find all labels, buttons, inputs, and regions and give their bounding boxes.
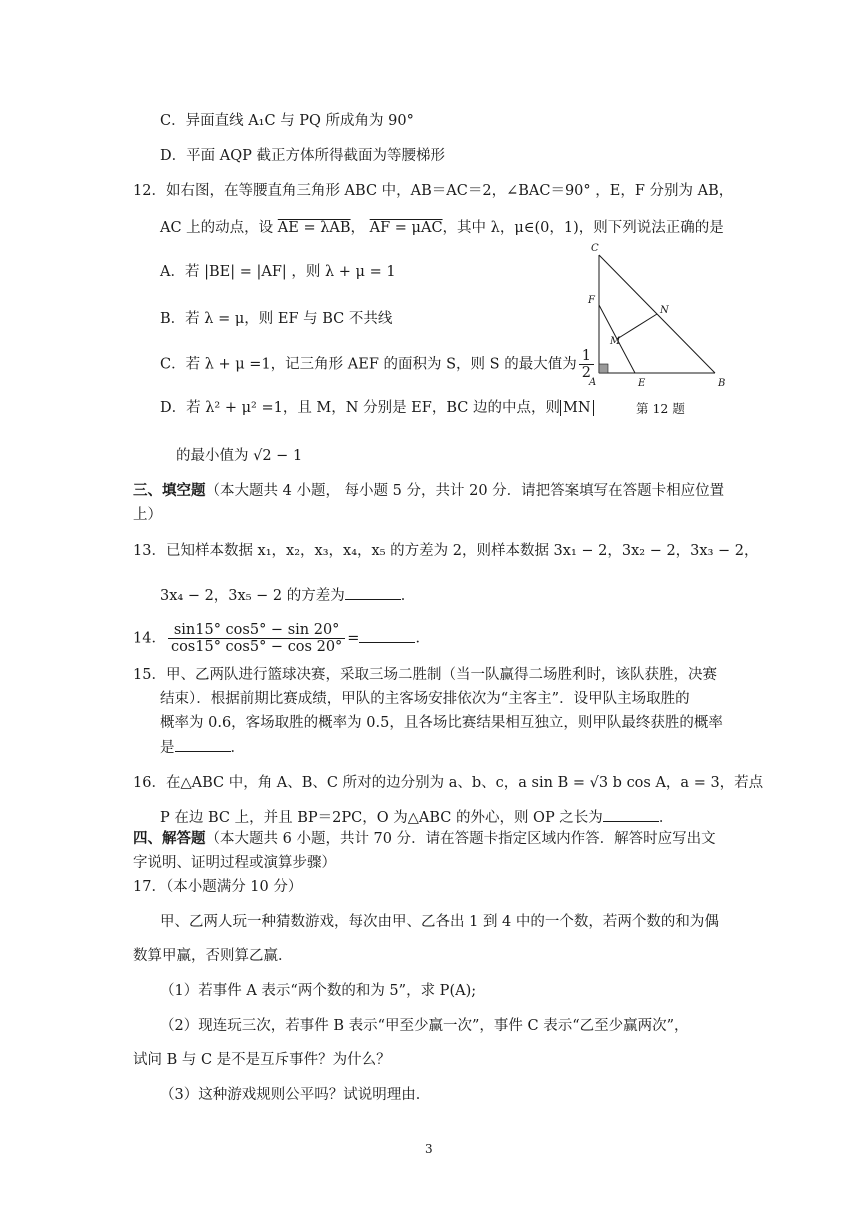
q14-equals: = xyxy=(347,630,360,647)
q12-option-d-text: D．若 λ² + μ² =1，且 M，N 分别是 EF，BC 边的中点，则 xyxy=(160,400,560,416)
section3-description-cont: 上） xyxy=(133,507,162,523)
q12-param-range: λ，μ∈(0，1) xyxy=(490,220,579,236)
q12-option-a xyxy=(160,262,396,282)
q15-line2: 结束）．根据前期比赛成绩，甲队的主客场安排依次为“主客主”．设甲队主场取胜的 xyxy=(160,691,690,707)
q12-option-a-suffix: ，则 λ + μ = 1 xyxy=(291,264,396,280)
q12-option-d-abs: MN xyxy=(560,400,594,416)
q12-stem-line2: AC 上的动点，设 AE = λAB， AF = μAC，其中 λ，μ∈(0，1)，则下列说法正确的是 xyxy=(160,220,724,236)
q12-stem-part-b: ，其中 xyxy=(442,220,487,236)
q15-line3: 概率为 0.6，客场取胜的概率为 0.5，且各场比赛结果相互独立，则甲队最终获胜的概率 xyxy=(160,715,723,731)
q13-line2 xyxy=(160,585,415,606)
q14 xyxy=(133,622,430,655)
q13-line2-text: 3x₄ − 2，3x₅ − 2 的方差为 xyxy=(160,588,345,604)
q11-option-d: D．平面 AQP 截正方体所得截面为等腰梯形 xyxy=(160,148,445,164)
q15-line1: 15．甲、乙两队进行篮球决赛，采取三场二胜制（当一队赢得二场胜利时，该队获胜，决赛 xyxy=(133,667,717,683)
q12-option-d xyxy=(160,398,594,418)
q12-figure-caption: 第 12 题 xyxy=(636,401,685,416)
q12-triangle-figure xyxy=(582,240,732,410)
section3-heading: 三、填空题 xyxy=(133,482,206,499)
q15-line4 xyxy=(160,737,245,758)
q12-option-c-denominator: 2 xyxy=(581,365,591,381)
section3-header xyxy=(133,481,724,501)
q12-option-a-condition: |BE| = |AF| xyxy=(204,264,287,280)
q12-ae-equation: AE = λAB xyxy=(277,220,351,236)
q14-answer-blank xyxy=(359,628,415,643)
q13-answer-blank xyxy=(345,585,401,600)
fig-label-f: F xyxy=(588,295,595,306)
q12-af-equation: AF = μAC xyxy=(369,220,443,236)
q12-option-c-numerator: 1 xyxy=(579,348,594,365)
q14-label: 14． xyxy=(133,630,166,647)
q11-option-c: C．异面直线 A₁C 与 PQ 所成角为 90° xyxy=(160,113,414,129)
q16-line1: 16．在△ABC 中，角 A、B、C 所对的边分别为 a、b、c，a sin B = √3 b cos A，a = 3，若点 xyxy=(133,775,764,791)
q12-stem-part-c: ，则下列说法正确的是 xyxy=(578,220,724,236)
q12-option-d-value: √2 − 1 xyxy=(253,448,303,464)
q12-option-c-text: C．若 λ + μ =1，记三角形 AEF 的面积为 S，则 S 的最大值为 xyxy=(160,356,577,373)
q12-stem-line1: 12．如右图，在等腰直角三角形 ABC 中，AB＝AC＝2，∠BAC＝90° ，E，F 分别为 AB， xyxy=(133,183,734,199)
fig-segment-mn xyxy=(617,314,657,339)
fig-label-n: N xyxy=(660,305,669,316)
q17-intro-line1: 甲、乙两人玩一种猜数游戏，每次由甲、乙各出 1 到 4 中的一个数，若两个数的和为偶 xyxy=(160,914,719,930)
q16-line2 xyxy=(160,807,673,828)
q13-end: ． xyxy=(400,588,416,604)
fig-label-b: B xyxy=(718,378,726,389)
q17-part3: （3）这种游戏规则公平吗？试说明理由． xyxy=(160,1087,431,1103)
page-number: 3 xyxy=(425,1142,433,1156)
q14-end: ． xyxy=(415,630,430,647)
q12-option-c xyxy=(160,348,596,381)
section4-description: （本大题共 6 小题，共计 70 分．请在答题卡指定区域内作答．解答时应写出文 xyxy=(205,831,716,847)
q12-option-d-cont-text: 的最小值为 xyxy=(176,448,249,464)
q16-line2-text: P 在边 BC 上，并且 BP＝2PC，O 为△ABC 的外心，则 OP 之长为 xyxy=(160,810,603,826)
q14-fraction xyxy=(168,622,345,655)
q15-answer-blank xyxy=(175,737,231,752)
section4-heading: 四、解答题 xyxy=(133,830,206,847)
q14-numerator: sin15° cos5° − sin 20° xyxy=(168,622,345,639)
q15-end: ． xyxy=(230,740,245,756)
fig-right-angle-mark xyxy=(599,364,608,373)
fig-label-e: E xyxy=(638,378,646,389)
q17-intro-line2: 数算甲赢，否则算乙赢． xyxy=(133,948,293,964)
section4-description-cont: 字说明、证明过程或演算步骤） xyxy=(133,855,336,871)
q17-part2-line2: 试问 B 与 C 是不是互斥事件？为什么？ xyxy=(133,1052,391,1068)
fig-label-c: C xyxy=(591,243,599,254)
q15-line4-text: 是 xyxy=(160,740,175,756)
section3-description: （本大题共 4 小题， 每小题 5 分，共计 20 分．请把答案填写在答题卡相应位置 xyxy=(205,483,725,499)
q12-stem-part-a: AC 上的动点，设 xyxy=(160,220,274,236)
fig-label-a: A xyxy=(589,377,597,388)
fig-label-m: M xyxy=(610,336,621,347)
q12-option-d-continued xyxy=(176,446,302,466)
q17-part2-line1: （2）现连玩三次，若事件 B 表示“甲至少赢一次”，事件 C 表示“乙至少赢两次”， xyxy=(160,1018,689,1034)
q16-end: ． xyxy=(658,810,674,826)
q12-option-a-prefix: A．若 xyxy=(160,264,200,280)
q17-part1: （1）若事件 A 表示“两个数的和为 5”，求 P(A); xyxy=(160,983,477,999)
q14-denominator: cos15° cos5° − cos 20° xyxy=(170,639,343,655)
q17-title: 17．（本小题满分 10 分） xyxy=(133,879,303,895)
section4-header xyxy=(133,829,716,849)
q13-line1: 13．已知样本数据 x₁，x₂，x₃，x₄，x₅ 的方差为 2，则样本数据 3x₁ − 2，3x₂ − 2，3x₃ − 2， xyxy=(133,543,759,559)
q16-answer-blank xyxy=(603,807,659,822)
q12-option-b: B．若 λ = μ，则 EF 与 BC 不共线 xyxy=(160,311,393,327)
